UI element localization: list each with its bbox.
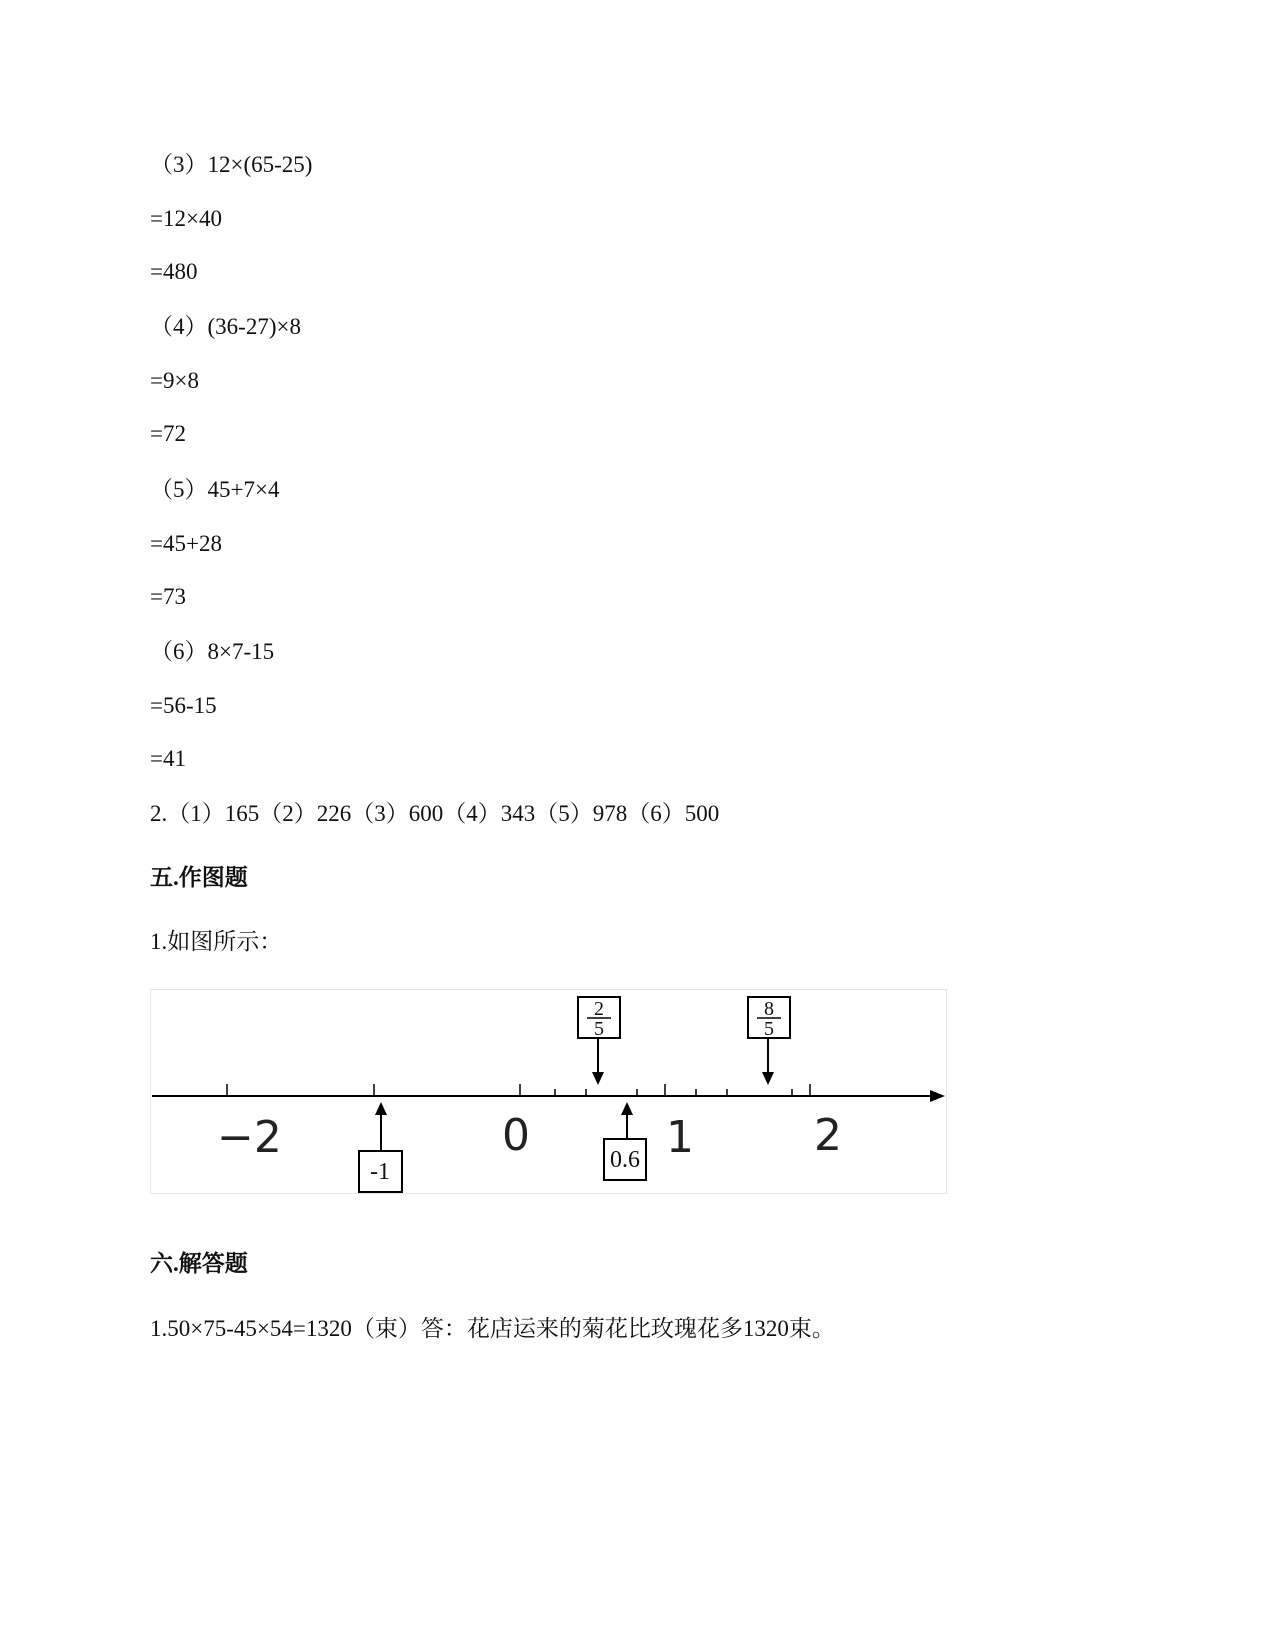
- q5-expression: （5）45+7×4: [150, 477, 280, 502]
- q2-answers: 2.（1）165（2）226（3）600（4）343（5）978（6）500: [150, 801, 720, 826]
- q3-step-2: =480: [150, 259, 198, 284]
- q3-step-1: =12×40: [150, 206, 222, 231]
- section-6-heading: 六.解答题: [150, 1251, 248, 1276]
- section-6-item-1: 1.50×75-45×54=1320（束）答：花店运来的菊花比玫瑰花多1320束。: [150, 1316, 835, 1341]
- q4-step-2: =72: [150, 421, 186, 446]
- marker-neg1-label: -1: [370, 1159, 390, 1185]
- tick-label-1: 1: [666, 1112, 694, 1163]
- marker-0-6-label: 0.6: [610, 1147, 640, 1173]
- marker-2-5-numerator: 2: [594, 998, 604, 1020]
- q4-expression: （4）(36-27)×8: [150, 314, 301, 339]
- q4-step-1: =9×8: [150, 368, 199, 393]
- q3-expression: （3）12×(65-25): [150, 152, 313, 177]
- section-5-item-1: 1.如图所示：: [150, 929, 283, 954]
- marker-8-5-denominator: 5: [764, 1018, 774, 1040]
- q5-step-1: =45+28: [150, 531, 222, 556]
- tick-label-neg2: −2: [217, 1112, 282, 1163]
- q6-step-2: =41: [150, 746, 186, 771]
- section-5-heading: 五.作图题: [150, 865, 248, 890]
- number-line-figure: [150, 989, 947, 1194]
- q6-step-1: =56-15: [150, 693, 217, 718]
- marker-8-5-numerator: 8: [764, 998, 774, 1020]
- q5-step-2: =73: [150, 584, 186, 609]
- tick-label-2: 2: [814, 1110, 842, 1161]
- q6-expression: （6）8×7-15: [150, 639, 275, 664]
- tick-label-0: 0: [502, 1110, 530, 1161]
- marker-2-5-denominator: 5: [594, 1018, 604, 1040]
